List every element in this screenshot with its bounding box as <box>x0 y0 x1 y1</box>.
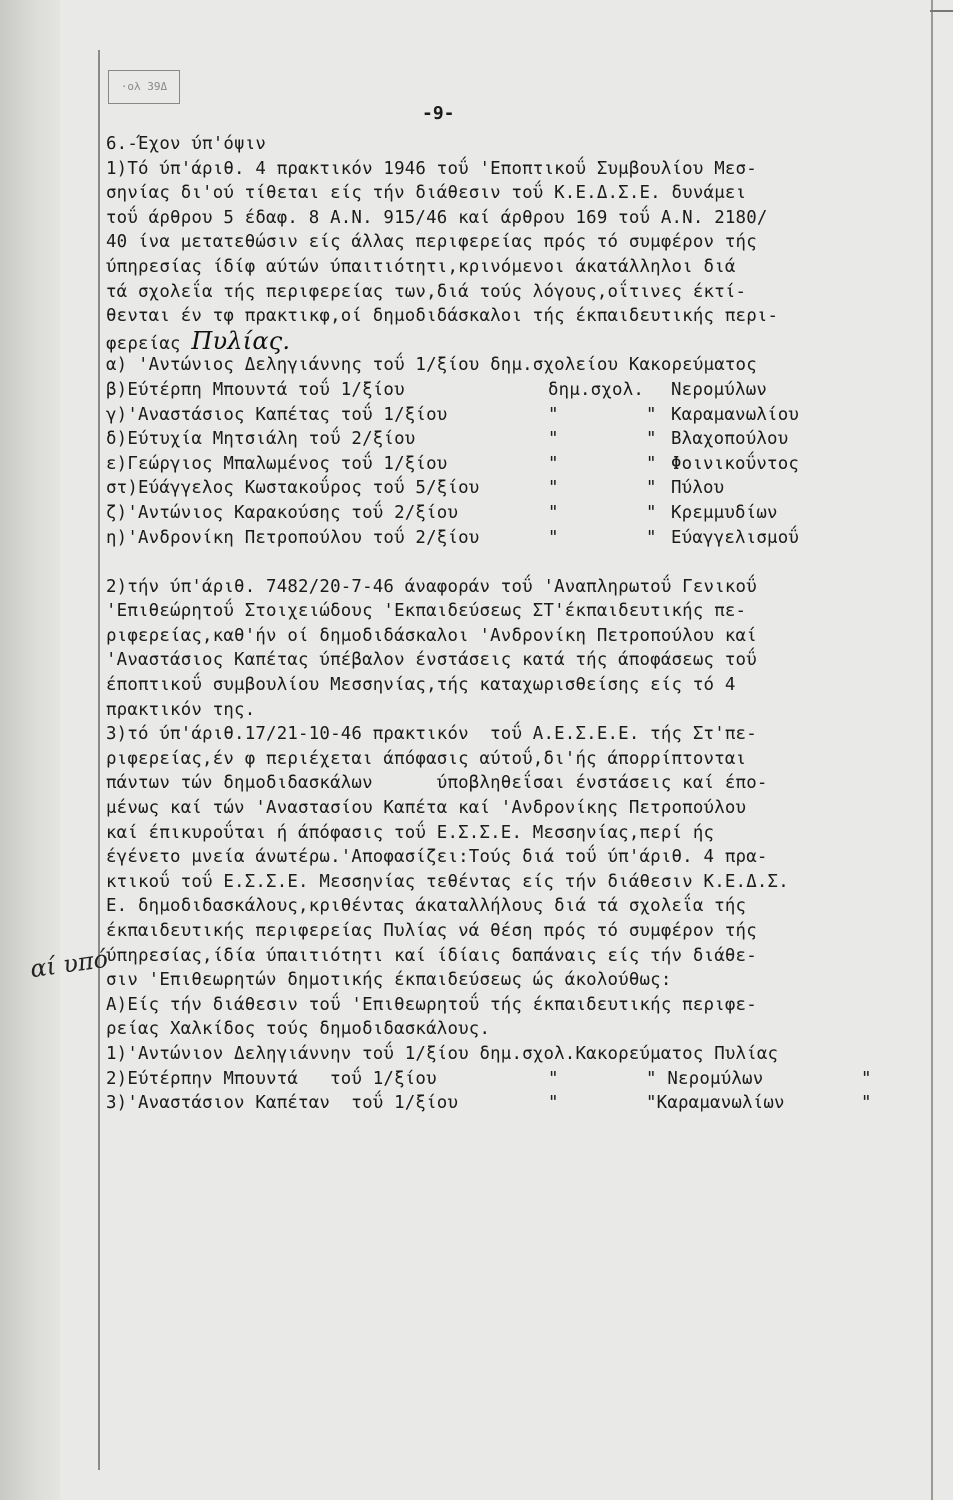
teacher-entry: στ)Εύάγγελος Κωστακοΰρος τοΰ 5/ξίου <box>106 478 480 499</box>
para3-line: ύπηρεσίας,ίδία ύπαιτιότητι καί ίδίαις δαπάναις είς τήν διάθε- <box>106 945 757 966</box>
ditto-mark: " <box>861 1093 872 1114</box>
para1-line: 1)Τό ύπ'άριθ. 4 πρακτικόν 1946 τοΰ 'Εποπτικοΰ Συμβουλίου Μεσ- <box>106 158 757 179</box>
assignment-entry: 2)Εύτέρπην Μπουντά τοΰ 1/ξίου <box>106 1068 437 1089</box>
ditto-mark: " <box>548 404 559 425</box>
para2-line: ριφερείας,καθ'ήν οί δημοδιδάσκαλοι 'Ανδρονίκη Πετροπούλου καί <box>106 625 757 646</box>
teacher-entry: γ)'Αναστάσιος Καπέτας τοΰ 1/ξίου <box>106 404 448 425</box>
teacher-entry: β)Εύτέρπη Μπουντά τοΰ 1/ξίου <box>106 379 405 400</box>
page-number: -9- <box>422 103 455 124</box>
para1-line-last <box>106 326 926 355</box>
ditto-mark: " <box>646 527 657 548</box>
archive-stamp: ·ολ 39Δ <box>108 70 180 104</box>
ditto-mark: " <box>548 1068 559 1089</box>
ditto-mark: " <box>548 527 559 548</box>
teacher-entry: δ)Εύτυχία Μητσιάλη τοΰ 2/ξίου <box>106 429 416 450</box>
ditto-mark: " <box>548 478 559 499</box>
teacher-entry: η)'Ανδρονίκη Πετροπούλου τοΰ 2/ξίου <box>106 527 480 548</box>
para1-line: τά σχολεΐα τής περιφερείας των,διά τούς λόγους,οΐτινες έκτί- <box>106 281 747 302</box>
assignment-entry: 3)'Αναστάσιον Καπέταν τοΰ 1/ξίου <box>106 1093 459 1114</box>
school-label: δημ.σχολ. <box>548 379 645 400</box>
para3-line: έκπαιδευτικής περιφερείας Πυλίας νά θέση πρός τό συμφέρον τής <box>106 921 757 941</box>
section-heading: 6.-Έχον ύπ'όψιν <box>106 134 267 154</box>
para3-line: κτικοΰ τοΰ Ε.Σ.Σ.Ε. Μεσσηνίας τεθέντας είς τήν διάθεσιν Κ.Ε.Δ.Σ. <box>106 871 789 892</box>
top-edge-mark <box>930 10 953 12</box>
ditto-mark: " <box>646 404 657 425</box>
margin-handwritten-note: αί υπό <box>28 944 110 984</box>
teacher-entry: α) 'Αντώνιος Δεληγιάννης τοΰ 1/ξίου δημ.σχολείου Κακορεύματος <box>106 355 757 376</box>
school-place: Φοινικοΰντος <box>671 453 800 474</box>
ditto-mark: " <box>548 1093 559 1114</box>
para1-line: τοΰ άρθρου 5 έδαφ. 8 Α.Ν. 915/46 καί άρθρου 169 τοΰ Α.Ν. 2180/ <box>106 207 768 228</box>
ditto-mark: " <box>548 502 559 523</box>
para3-line: 3)τό ύπ'άριθ.17/21-10-46 πρακτικόν τοΰ Α.Ε.Σ.Ε.Ε. τής Στ'πε- <box>106 724 757 745</box>
ditto-mark: " <box>861 1068 872 1089</box>
ditto-mark: " <box>646 429 657 450</box>
school-place: Καραμανωλίου <box>671 404 800 425</box>
ditto-mark: " <box>646 502 657 523</box>
para2-line: 'Επιθεώρητοΰ Στοιχειώδους 'Εκπαιδεύσεως ΣΤ'έκπαιδευτικής πε- <box>106 601 747 622</box>
teacher-row <box>106 501 926 526</box>
teacher-row <box>106 427 926 452</box>
spacer <box>106 550 926 575</box>
para3-line: ριφερείας,έν φ περιέχεται άπόφασις αύτοΰ,δι'ής άπορρίπτονται <box>106 748 747 769</box>
para3-line: μένως καί τών 'Αναστασίου Καπέτα καί 'Ανδρονίκης Πετροπούλου <box>106 798 747 819</box>
para2-line: 2)τήν ύπ'άριθ. 7482/20-7-46 άναφοράν τοΰ 'Αναπληρωτοΰ Γενικοΰ <box>106 576 757 597</box>
teacher-entry: ε)Γεώργιος Μπαλωμένος τοΰ 1/ξίου <box>106 453 448 474</box>
assignment-row <box>106 1091 926 1116</box>
teacher-entry: ζ)'Αντώνιος Καρακούσης τοΰ 2/ξίου <box>106 502 459 523</box>
teacher-row <box>106 403 926 428</box>
handwritten-region: Πυλίας. <box>191 326 291 355</box>
teacher-row <box>106 476 926 501</box>
teacher-row <box>106 378 926 403</box>
para1-line: σηνίας δι'ού τίθεται είς τήν διάθεσιν τοΰ Κ.Ε.Δ.Σ.Ε. δυνάμει <box>106 183 747 204</box>
school-place: Εύαγγελισμοΰ <box>671 527 800 548</box>
teacher-row <box>106 452 926 477</box>
margin-rule <box>98 50 100 1470</box>
para1-line: θενται έν τφ πρακτικφ,οί δημοδιδάσκαλοι τής έκπαιδευτικής περι- <box>106 306 779 327</box>
para2-line: πρακτικόν της. <box>106 699 256 720</box>
assignment-place: "Καραμανωλίων <box>646 1093 785 1114</box>
para2-line: έποπτικοΰ συμβουλίου Μεσσηνίας,τής καταχωρισθείσης είς τό 4 <box>106 675 736 696</box>
assignment-place: " Νερομύλων <box>646 1068 764 1089</box>
para3-line: πάντων τών δημοδιδασκάλων ύποβληθεΐσαι ένστάσεις καί έπο- <box>106 773 768 794</box>
para3-line: σιν 'Επιθεωρητών δημοτικής έκπαιδεύσεως ώς άκολούθως: <box>106 970 672 991</box>
para3-line: έγένετο μνεία άνωτέρω.'Αποφασίζει:Τούς διά τοΰ ύπ'άριθ. 4 πρα- <box>106 847 768 868</box>
assignment-row <box>106 1042 926 1067</box>
school-place: Κρεμμυδίων <box>671 502 778 523</box>
para1-line: ύπηρεσίας ίδίφ αύτών ύπαιτιότητι,κρινόμενοι άκατάλληλοι διά <box>106 256 736 277</box>
para2-line: 'Αναστάσιος Καπέτας ύπέβαλον ένστάσεις κατά τής άποφάσεως τοΰ <box>106 650 757 671</box>
document-body <box>106 132 926 1116</box>
ditto-mark: " <box>646 478 657 499</box>
para3-line: Ε. δημοδιδασκάλους,κριθέντας άκαταλλήλους διά τά σχολεΐα τής <box>106 896 747 917</box>
para3-line: ρείας Χαλκίδος τούς δημοδιδασκάλους. <box>106 1019 491 1040</box>
teacher-row <box>106 526 926 551</box>
page-edge <box>931 0 933 1500</box>
assignment-entry: 1)'Αντώνιον Δεληγιάννην τοΰ 1/ξίου δημ.σχολ.Κακορεύματος Πυλίας <box>106 1043 779 1064</box>
ditto-mark: " <box>548 429 559 450</box>
ditto-mark: " <box>646 453 657 474</box>
para3-line: Α)Είς τήν διάθεσιν τοΰ 'Επιθεωρητοΰ τής έκπαιδευτικής περιφε- <box>106 994 757 1015</box>
para3-line: καί έπικυροΰται ή άπόφασις τοΰ Ε.Σ.Σ.Ε. Μεσσηνίας,περί ής <box>106 822 715 843</box>
ditto-mark: " <box>548 453 559 474</box>
school-place: Νερομύλων <box>671 379 768 400</box>
para1-text: φερείας <box>106 333 181 354</box>
school-place: Βλαχοπούλου <box>671 429 789 450</box>
teacher-row <box>106 353 926 378</box>
assignment-row <box>106 1067 926 1092</box>
school-place: Πύλου <box>671 478 725 499</box>
binding-shadow <box>0 0 60 1500</box>
para1-line: 40 ίνα μετατεθώσιν είς άλλας περιφερείας πρός τό συμφέρον τής <box>106 232 757 253</box>
